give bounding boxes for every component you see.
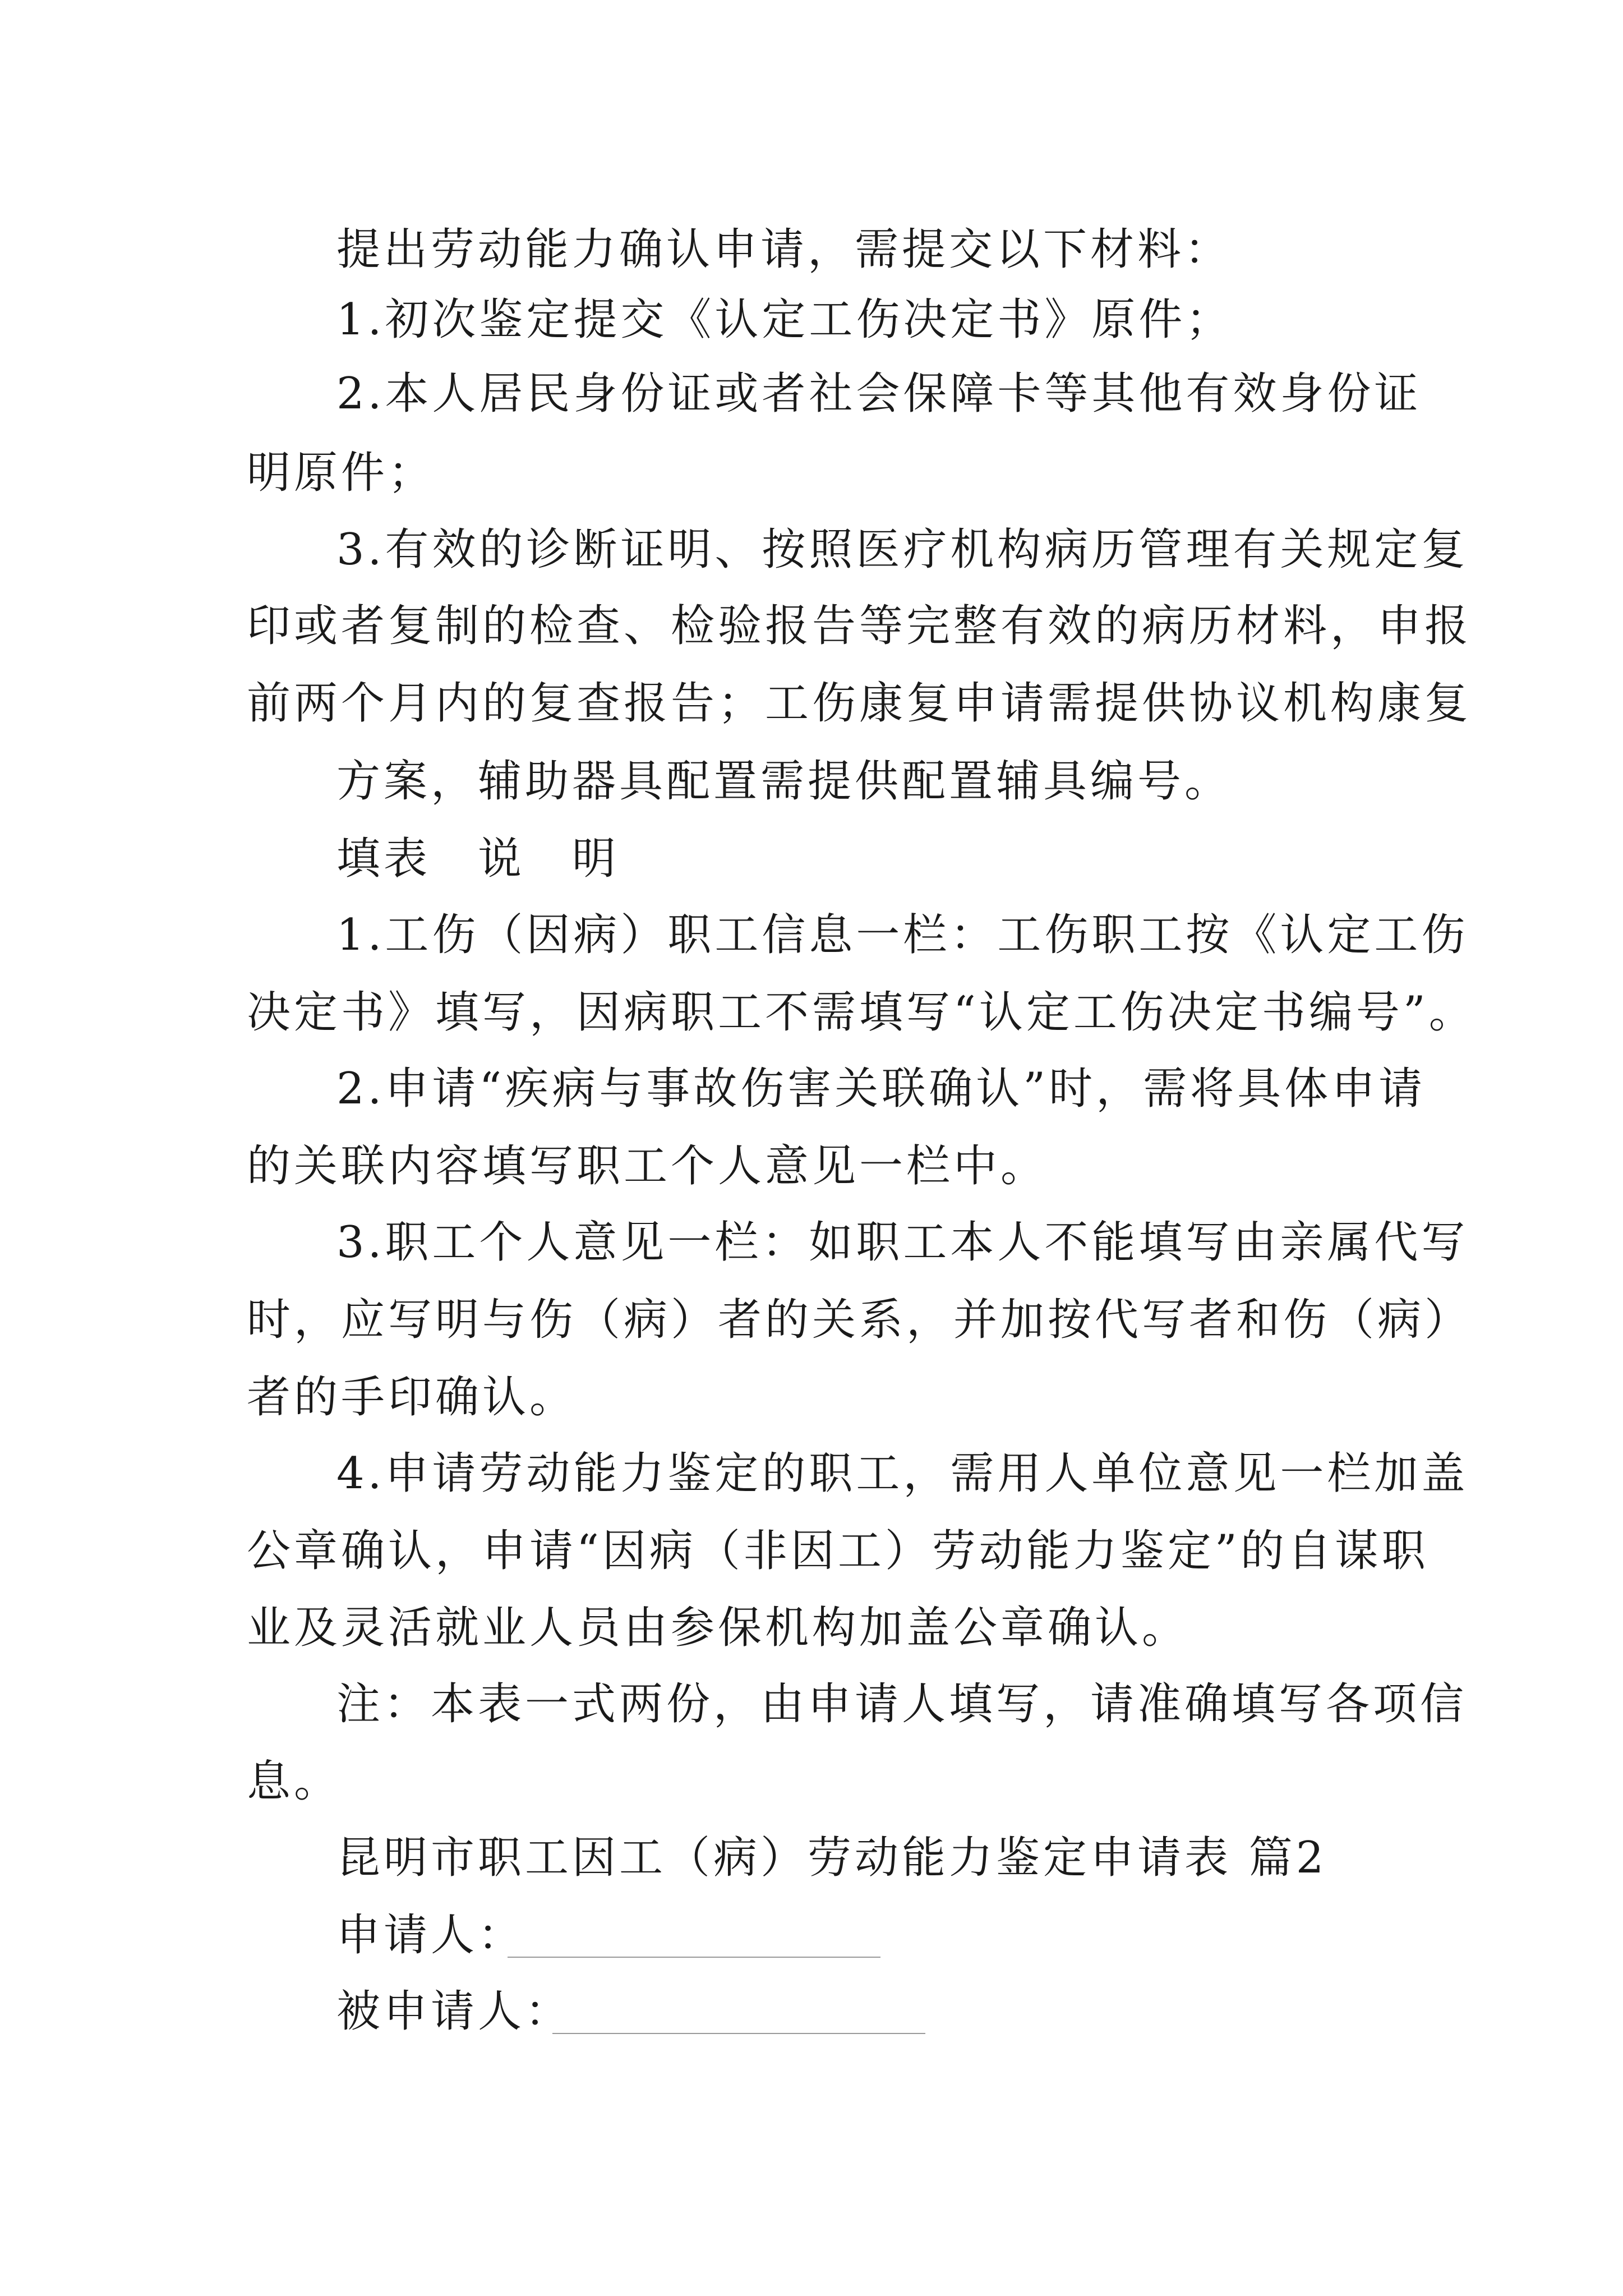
list-item-2-cont: 明原件； — [247, 448, 436, 498]
list-item-3-cont-1: 印或者复制的检查、检验报告等完整有效的病历材料，申报 — [247, 601, 1472, 651]
list-item-3: 3.有效的诊断证明、按照医疗机构病历管理有关规定复 — [336, 524, 1469, 575]
instruction-2: 2.申请“疾病与事故伤害关联确认”时，需将具体申请 — [336, 1064, 1426, 1114]
note-cont: 息。 — [247, 1756, 342, 1807]
instruction-3: 3.职工个人意见一栏：如职工本人不能填写由亲属代写 — [336, 1217, 1469, 1268]
paragraph-intro: 提出劳动能力确认申请，需提交以下材料： — [336, 224, 1232, 275]
instruction-4: 4.申请劳动能力鉴定的职工，需用人单位意见一栏加盖 — [336, 1448, 1469, 1499]
list-item-2: 2.本人居民身份证或者社会保障卡等其他有效身份证 — [336, 369, 1422, 419]
applicant-label: 申请人： — [336, 1910, 525, 1961]
list-item-1: 1.初次鉴定提交《认定工伤决定书》原件； — [336, 295, 1233, 345]
note: 注：本表一式两份，由申请人填写，请准确填写各项信 — [336, 1679, 1468, 1729]
list-item-3-cont-3: 方案，辅助器具配置需提供配置辅具编号。 — [336, 756, 1232, 807]
section-heading: 填表 说 明 — [336, 834, 620, 884]
respondent-field-line[interactable] — [552, 2033, 925, 2034]
instruction-3-cont-1: 时，应写明与伤（病）者的关系，并加按代写者和伤（病） — [247, 1295, 1472, 1345]
instruction-3-cont-2: 者的手印确认。 — [247, 1372, 577, 1423]
form-title: 昆明市职工因工（病）劳动能力鉴定申请表 篇2 — [336, 1833, 1327, 1883]
instruction-1-cont: 决定书》填写，因病职工不需填写“认定工伤决定书编号”。 — [247, 987, 1476, 1038]
instruction-4-cont-2: 业及灵活就业人员由参保机构加盖公章确认。 — [247, 1603, 1189, 1653]
list-item-3-cont-2: 前两个月内的复查报告；工伤康复申请需提供协议机构康复 — [247, 678, 1472, 729]
respondent-label: 被申请人： — [336, 1986, 573, 2037]
instruction-4-cont-1: 公章确认，申请“因病（非因工）劳动能力鉴定”的自谋职 — [247, 1526, 1429, 1576]
applicant-field-line[interactable] — [508, 1957, 880, 1958]
instruction-2-cont: 的关联内容填写职工个人意见一栏中。 — [247, 1141, 1048, 1191]
instruction-1: 1.工伤（因病）职工信息一栏：工伤职工按《认定工伤 — [336, 910, 1469, 960]
